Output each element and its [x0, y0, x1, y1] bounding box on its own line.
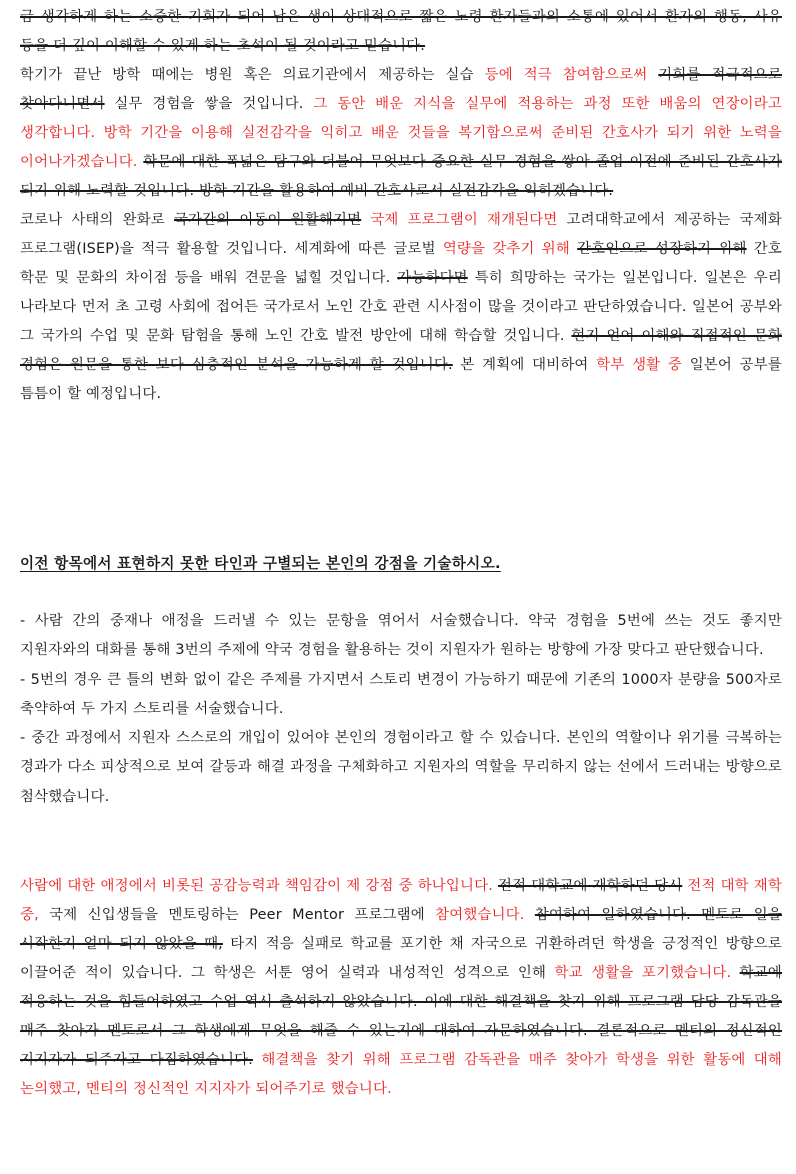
deleted-text: 가능하다면	[397, 270, 468, 286]
editor-note: - 중간 과정에서 지원자 스스로의 개입이 있어야 본인의 경험이라고 할 수 있습니다. 본인의 역할이나 위기를 극복하는 경과가 다소 피상적으로 보여 갈등과 해결 과정을 구체화하고 지원자의 역할을 무리하지 않는 선에서 드러내는 방향으로 첨삭했습니다.	[20, 730, 782, 805]
text-run	[525, 907, 535, 923]
deleted-text: 전적 대학교에 재학하던 당시	[498, 878, 683, 894]
paragraph-vacation-practice	[20, 61, 782, 206]
text-run: 코로나 사태의 완화로	[20, 212, 174, 228]
inserted-text: 사람에 대한 애정에서 비롯된 공감능력과 책임감이 제 강점 중 하나입니다.	[20, 878, 493, 894]
text-run: 본 계획에 대비하여	[452, 357, 597, 373]
text-run	[647, 67, 658, 83]
deleted-text: 현지 언어 이해와 직접적인 문화 경험은 원문을 통한 보다 심층적인 분석을 가능하게 할 것입니다.	[20, 328, 782, 373]
inserted-text: 전적 대학 재학 중,	[20, 878, 782, 923]
intro-section	[20, 3, 782, 409]
editor-note: - 5번의 경우 큰 틀의 변화 없이 같은 주제를 가지면서 스토리 변경이 가능하기 때문에 기존의 1000자 분량을 500자로 축약하여 두 가지 스토리를 서술했습니다.	[20, 671, 782, 717]
text-run: 고려대학교에서 제공하는 국제화 프로그램(ISEP)을 적극 활용할 것입니다. 세계화에 따른 글로벌	[20, 212, 782, 257]
inserted-text: 학부 생활 중	[596, 357, 683, 373]
inserted-text: 그 동안 배운 지식을 실무에 적용하는 과정 또한 배움의 연장이라고 생각합니다. 방학 기간을 이용해 실전감각을 익히고 배운 것들을 복기함으로써 준비된 간호사가 되기 위한 노력을 이어나가겠습니다.	[20, 96, 782, 170]
question-heading: 이전 항목에서 표현하지 못한 타인과 구별되는 본인의 강점을 기술하시오.	[20, 555, 501, 572]
inserted-text: 학교 생활을 포기했습니다.	[554, 965, 732, 981]
paragraph-closing	[20, 3, 782, 61]
deleted-text: 학교에 적응하는 것을 힘들어하였고 수업 역시 출석하지 않았습니다. 이에 대한 해결책을 찾기 위해 프로그램 담당 감독관을 매주 찾아가 멘토로서 그 학생에게 무엇을 해줄 수 있는지에 대하여 자문하였습니다. 결론적으로 멘티의 정신적인 지지자가 되주자고 다짐하였습니다.	[20, 965, 782, 1068]
deleted-text: 참여하여 일하였습니다. 멘토로 일을 시작한지 얼마 되지 않았을 때,	[20, 907, 783, 952]
inserted-text: 역량을 갖추기 위해	[442, 241, 570, 257]
inserted-text: 등에 적극 참여함으로써	[484, 67, 648, 83]
text-run	[361, 212, 370, 228]
deleted-text: 기회를 적극적으로 찾아다니면서	[20, 67, 782, 112]
deleted-text: 국가간의 이동이 원활해지면	[173, 212, 362, 228]
text-run: 학기가 끝난 방학 때에는 병원 혹은 의료기관에서 제공하는 실습	[20, 67, 485, 83]
editor-note: - 사람 간의 중재나 애정을 드러낼 수 있는 문항을 엮어서 서술했습니다. 약국 경험을 5번에 쓰는 것도 좋지만 지원자와의 대화를 통해 3번의 주제에 약국 경험을 활용하는 것이 지원자가 원하는 방향에 가장 맞다고 판단했습니다.	[20, 613, 782, 659]
paragraph-international-program	[20, 206, 782, 409]
paragraph-strength	[20, 872, 782, 1104]
text-run: 간호 학문 및 문화의 차이점 등을 배워 견문을 넓힐 것입니다.	[20, 241, 782, 286]
deleted-text: 금 생각하게 하는 소중한 기회가 되어 남은 생이 상대적으로 짧은 노령 환자들과의 소통에 있어서 환자의 행동, 사유 등을 더 깊이 이해할 수 있게 하는 초석이 될 것이라고 믿습니다.	[20, 9, 782, 54]
deleted-text: 학문에 대한 폭넓은 탐구와 더불어 무엇보다 중요한 실무 경험을 쌓아 졸업 이전에 준비된 간호사가 되기 위해 노력할 것입니다. 방학 기간을 활용하여 예비 간호사로서 실전감각을 익히겠습니다.	[20, 154, 783, 199]
inserted-text: 해결책을 찾기 위해 프로그램 감독관을 매주 찾아가 학생을 위한 활동에 대해 논의했고, 멘티의 정신적인 지지자가 되어주기로 했습니다.	[20, 1052, 782, 1097]
text-run: 실무 경험을 쌓을 것입니다.	[104, 96, 314, 112]
deleted-text: 간호인으로 성장하기 위해	[577, 241, 747, 257]
text-run: 특히 희망하는 국가는 일본입니다. 일본은 우리 나라보다 먼저 초 고령 사회에 접어든 국가로서 노인 간호 관련 시사점이 많을 것이라고 판단하였습니다. 일본어 공부와 그 국가의 수업 및 문화 탐험을 통해 노인 간호 발전 방안에 대해 학습할 것입니다.	[20, 270, 782, 344]
inserted-text: 참여했습니다.	[435, 907, 525, 923]
text-run: 일본어 공부를 틈틈이 할 예정입니다.	[20, 357, 782, 402]
editor-notes	[20, 607, 782, 812]
text-run	[731, 965, 739, 981]
inserted-text: 국제 프로그램이 재개된다면	[370, 212, 558, 228]
text-run: 타지 적응 실패로 학교를 포기한 채 자국으로 귀환하려던 학생을 긍정적인 방향으로 이끌어준 적이 있습니다. 그 학생은 서툰 영어 실력과 내성적인 성격으로 인해	[20, 936, 783, 981]
strength-section	[20, 872, 782, 1104]
text-run: 국제 신입생들을 멘토링하는 Peer Mentor 프로그램에	[38, 907, 436, 923]
